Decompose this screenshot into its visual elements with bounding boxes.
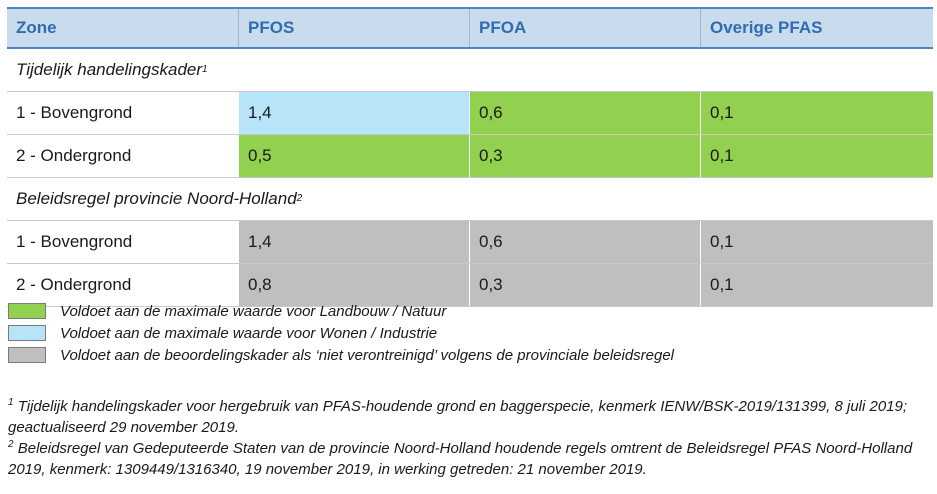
header-zone: Zone: [16, 18, 57, 37]
footnote-sup: 2: [8, 439, 14, 450]
footnotes: [8, 396, 928, 480]
pfoa-cell: 0,3: [469, 264, 700, 306]
header-overige-pfas: Overige PFAS: [700, 9, 933, 47]
overige-pfas-cell: 0,1: [700, 92, 933, 134]
overige-pfas-cell: 0,1: [700, 135, 933, 177]
legend-item: [8, 322, 674, 344]
pfos-cell: 0,8: [238, 264, 469, 306]
overige-pfas-cell: 0,1: [700, 221, 933, 263]
zone-cell: 2 - Ondergrond: [16, 275, 132, 294]
legend: [8, 300, 674, 366]
legend-swatch-green: [8, 303, 46, 319]
footnote-text: Beleidsregel van Gedeputeerde Staten van de provincie Noord-Holland houdende regels omtrent de Beleidsregel PFAS Noord-Holland 2019, kenmerk: 1309449/1316340, 19 november 2019, in werking getreden: 21 november 2019.: [8, 440, 913, 478]
section-row: [7, 178, 933, 221]
table-header: [7, 7, 933, 49]
table-row: [7, 92, 933, 135]
zone-cell: 1 - Bovengrond: [16, 103, 133, 122]
footnote-sup: 1: [8, 397, 14, 408]
zone-cell: 2 - Ondergrond: [16, 146, 132, 165]
pfoa-cell: 0,6: [469, 221, 700, 263]
footnote-1: [8, 396, 928, 438]
footnote-2: [8, 438, 928, 480]
pfos-cell: 1,4: [238, 92, 469, 134]
table-row: [7, 221, 933, 264]
legend-label: Voldoet aan de maximale waarde voor Landbouw / Natuur: [60, 302, 447, 320]
header-pfoa: PFOA: [469, 9, 700, 47]
legend-label: Voldoet aan de beoordelingskader als ‘niet verontreinigd’ volgens de provinciale beleidsregel: [60, 346, 675, 364]
table-row: [7, 135, 933, 178]
pfos-cell: 0,5: [238, 135, 469, 177]
pfos-cell: 1,4: [238, 221, 469, 263]
overige-pfas-cell: 0,1: [700, 264, 933, 306]
footnote-text: Tijdelijk handelingskader voor hergebruik van PFAS-houdende grond en baggerspecie, kenmerk IENW/BSK-2019/131399, 8 juli 2019; geactualiseerd 29 november 2019.: [8, 398, 908, 436]
section-title: Beleidsregel provincie Noord-Holland 2: [16, 189, 303, 208]
legend-item: [8, 300, 674, 322]
pfoa-cell: 0,3: [469, 135, 700, 177]
pfas-table: [7, 7, 933, 307]
legend-swatch-blue: [8, 325, 46, 341]
section-title-text: Beleidsregel provincie Noord-Holland: [16, 189, 297, 208]
zone-cell: 1 - Bovengrond: [16, 232, 133, 251]
section-title-text: Tijdelijk handelingskader: [16, 60, 203, 79]
section-row: [7, 49, 933, 92]
legend-item: [8, 344, 674, 366]
legend-swatch-grey: [8, 347, 46, 363]
section-title: Tijdelijk handelingskader 1: [16, 60, 208, 79]
legend-label: Voldoet aan de maximale waarde voor Wonen / Industrie: [60, 324, 438, 342]
pfoa-cell: 0,6: [469, 92, 700, 134]
header-pfos: PFOS: [238, 9, 469, 47]
